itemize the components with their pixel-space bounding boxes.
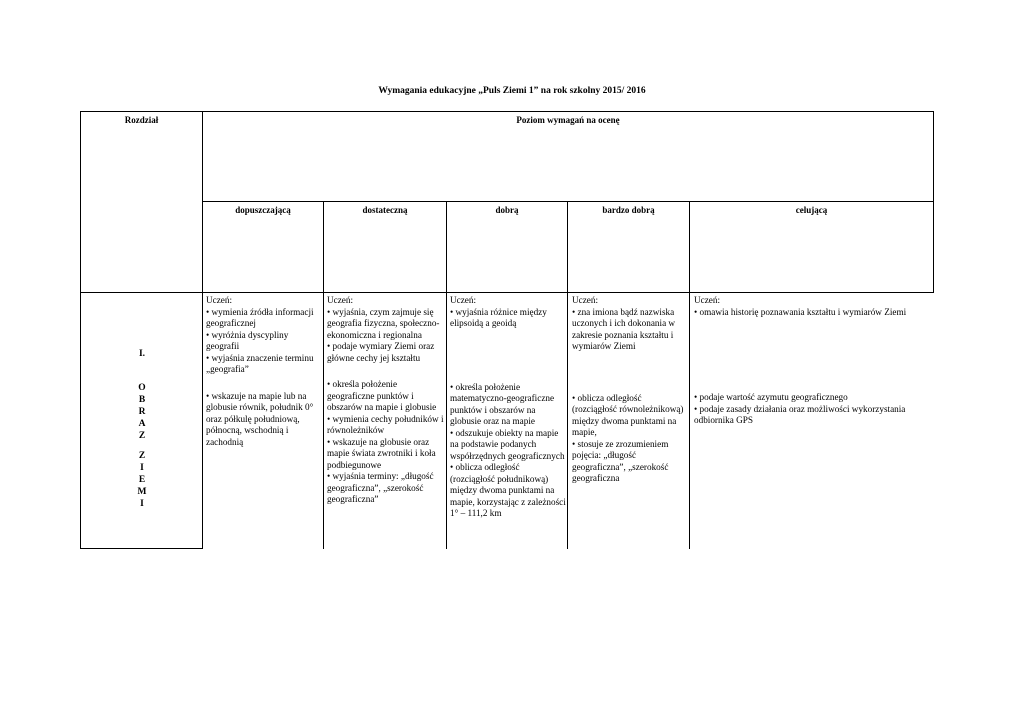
chapter-letter: R [138, 407, 146, 417]
cell-line: • podaje wymiary Ziemi oraz główne cechy jej kształtu [327, 341, 435, 363]
chapter-letter: B [138, 395, 146, 405]
chapter-letter: I [140, 463, 144, 473]
table-border-right [933, 111, 934, 293]
cell-line: • określa położenie geograficzne punktów i obszarów na mapie i globusie [327, 379, 437, 412]
cell-line: Uczeń: [694, 295, 721, 305]
cell-bottom [572, 393, 688, 485]
chapter-number: I. [138, 349, 146, 359]
cell-bottom [206, 391, 322, 449]
cell-line: Uczeń: [572, 295, 599, 305]
cell-line: • wyróżnia dyscypliny geografii [206, 329, 289, 351]
cell-bardzo-dobra [572, 295, 688, 485]
cell-line: • oblicza odległość (rozciągłość równoleżnikową) między dwoma punktami na mapie, [572, 392, 684, 437]
cell-line: • określa położenie matematyczno-geograficzne punktów i obszarów na globusie oraz na mapie [450, 381, 555, 426]
cell-bottom [694, 392, 932, 427]
column-divider-2 [446, 201, 447, 549]
cell-line: Uczeń: [327, 295, 354, 305]
header-poziom: Poziom wymagań na ocenę [516, 115, 620, 125]
header-grade-celujaca: celującą [795, 205, 828, 215]
cell-dopuszczajaca [206, 295, 322, 448]
cell-dobra [450, 295, 566, 520]
cell-line: • wymienia źródła informacji geograficznej [206, 306, 314, 328]
cell-top [694, 295, 932, 318]
column-divider-3 [567, 201, 568, 549]
column-divider-1 [323, 201, 324, 549]
cell-line: • stosuje ze zrozumieniem pojęcia: „długość geograficzna”, „szerokość geograficzna [572, 438, 669, 483]
cell-line: Uczeń: [206, 295, 233, 305]
cell-celujaca [694, 295, 932, 427]
cell-top [450, 295, 566, 330]
cell-line: • wskazuje na mapie lub na globusie równik, południk 0° oraz półkulę południową, północną, wschodnią i zachodnią [206, 390, 314, 447]
table-border-top [80, 111, 934, 112]
header-rozdzial: Rozdział [124, 115, 159, 125]
chapter-letter: M [137, 487, 147, 497]
cell-line: • wymienia cechy południków i równoleżników [327, 413, 444, 435]
table-border-bottom [80, 548, 203, 549]
chapter-letter: E [138, 475, 146, 485]
header-grade-dostateczna: dostateczną [362, 205, 408, 215]
chapter-letter: Z [138, 431, 146, 441]
row-divider [80, 292, 934, 293]
cell-dostateczna [327, 295, 445, 506]
cell-line: • zna imiona bądź nazwiska uczonych i ich dokonania w zakresie poznania kształtu i wymiarów Ziemi [572, 306, 676, 351]
cell-bottom [450, 382, 566, 520]
cell-top [572, 295, 688, 353]
cell-line: • podaje wartość azymutu geograficznego [694, 392, 848, 402]
document-title: Wymagania edukacyjne „Puls Ziemi 1” na rok szkolny 2015/ 2016 [378, 86, 646, 96]
cell-top [206, 295, 322, 376]
header-divider [202, 201, 934, 202]
column-divider-4 [689, 201, 690, 549]
cell-line: • wskazuje na globusie oraz mapie świata zwrotniki i koła podbiegunowe [327, 436, 436, 470]
cell-line: • wyjaśnia, czym zajmuje się geografia fizyczna, społeczno-ekonomiczna i regionalna [327, 306, 440, 340]
cell-line: • omawia historię poznawania kształtu i wymiarów Ziemi [694, 306, 907, 317]
cell-line: • wyjaśnia różnice między elipsoidą a geoidą [450, 306, 547, 328]
cell-line: • oblicza odległość (rozciągłość południkową) między dwoma punktami na mapie, korzystając z zależności 1° – 111,2 km [450, 462, 566, 518]
cell-line: • odszukuje obiekty na mapie na podstawie podanych współrzędnych geograficznych [450, 427, 565, 461]
cell-line: Uczeń: [450, 295, 477, 305]
cell-line: • wyjaśnia znaczenie terminu „geografia” [206, 352, 314, 374]
cell-bottom [327, 379, 445, 506]
chapter-letter: A [138, 419, 146, 429]
chapter-letter: I [140, 499, 144, 509]
header-grade-bardzo-dobra: bardzo dobrą [602, 205, 655, 215]
header-grade-dobra: dobrą [495, 205, 519, 215]
cell-line: • wyjaśnia terminy: „długość geograficzna”, „szerokość geograficzna” [327, 471, 434, 504]
chapter-letter: Z [138, 451, 146, 461]
chapter-letter: O [138, 383, 146, 393]
header-grade-dopuszczajaca: dopuszczającą [235, 205, 291, 215]
cell-line: • podaje zasady działania oraz możliwości wykorzystania odbiornika GPS [694, 403, 906, 425]
cell-top [327, 295, 445, 364]
